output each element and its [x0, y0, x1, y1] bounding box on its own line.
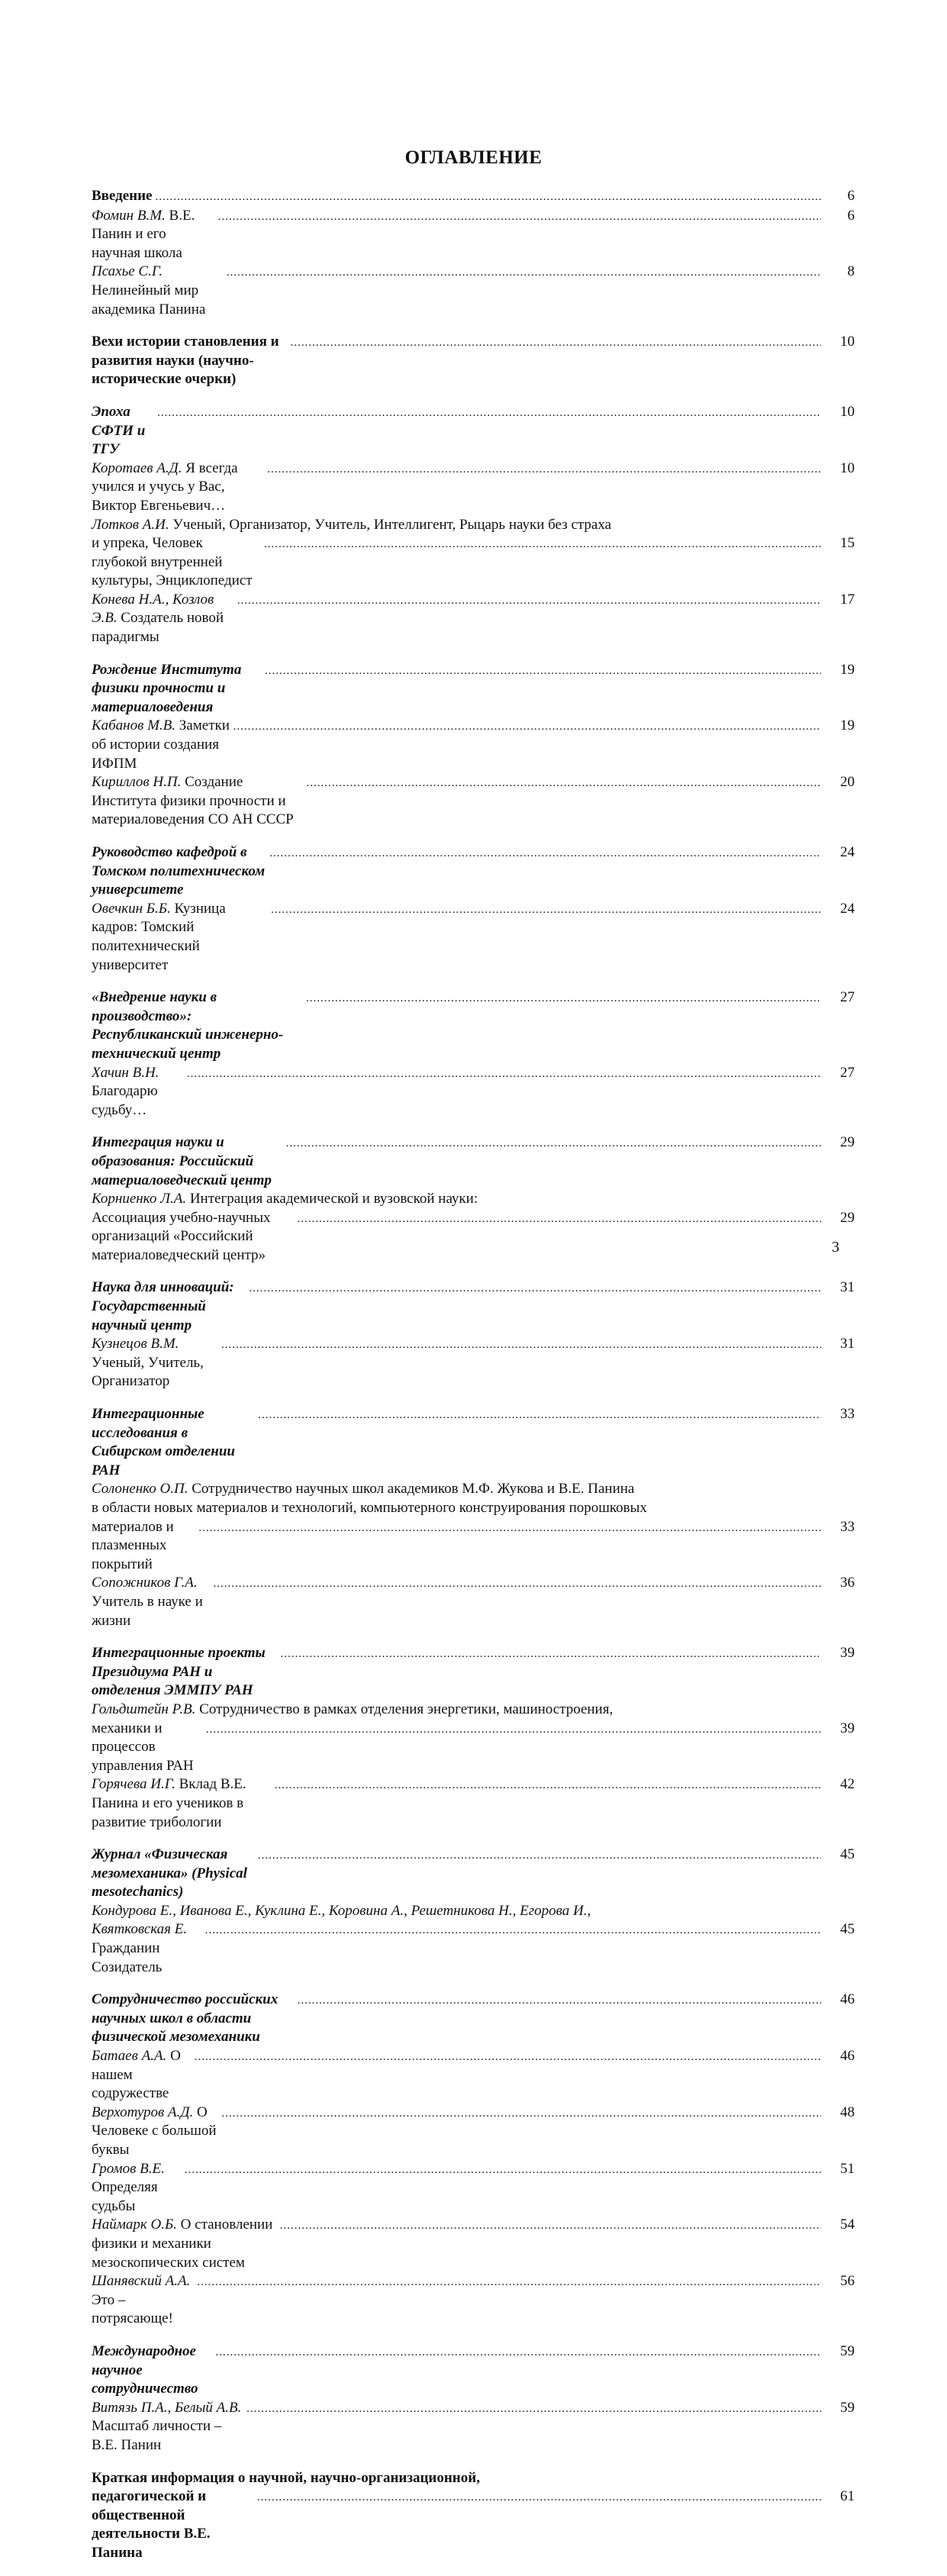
entry-author: Фомин В.М. [92, 207, 166, 224]
toc-page-number: 33 [840, 1406, 855, 1423]
toc-page-number: 10 [840, 459, 855, 476]
entry-title-cont: материалов и плазменных покрытий [92, 1518, 174, 1572]
dot-leader [298, 1210, 821, 1229]
toc-section [92, 1133, 855, 1265]
dot-leader [205, 1921, 821, 1940]
section-heading: Введение [92, 188, 153, 204]
entry-author: Шанявский А.А. [92, 2273, 191, 2290]
dot-leader [286, 1134, 821, 1153]
toc-page-number: 36 [840, 1575, 855, 1591]
toc-entry-row [92, 2487, 855, 2562]
entry-title: Заметки об истории создания ИФПМ [92, 717, 230, 772]
entry-title-cont: и упрека, Человек глубокой внутренней культуры, Энциклопедист [92, 535, 253, 589]
entry-title-cont: в области новых материалов и технологий, компьютерного конструирования порошковых [92, 1500, 647, 1516]
entry-author: Солоненко О.П. [92, 1481, 188, 1498]
entry-author: Овечкин Б.Б. [92, 900, 171, 917]
toc-entry-row [92, 773, 855, 830]
entry-title: Гражданин Созидатель [92, 1940, 163, 1975]
dot-leader [234, 717, 821, 737]
toc-page-number: 10 [840, 403, 855, 420]
dot-leader [206, 1720, 821, 1739]
toc-page-number: 29 [840, 1209, 855, 1226]
section-heading: Рождение Института физики прочности и материаловедения [92, 661, 242, 715]
toc-entry-row [92, 1518, 855, 1575]
toc-page-number: 45 [840, 1846, 855, 1863]
toc-section [92, 843, 855, 975]
toc-page-number: 31 [840, 1336, 855, 1352]
entry-author-cont: Квятковская Е. [92, 1921, 188, 1938]
entry-title: Создатель новой парадигмы [92, 610, 224, 646]
toc-section [92, 403, 855, 647]
dot-leader [198, 1519, 821, 1538]
toc-page-number: 45 [840, 1921, 855, 1938]
entry-author: Хачин В.Н. [92, 1064, 159, 1081]
entry-title: О становлении физики и механики мезоскопических систем [92, 2217, 273, 2271]
dot-leader [195, 2048, 821, 2067]
dot-leader [249, 1279, 821, 1298]
toc-section [92, 187, 855, 319]
toc-entry-row [92, 1064, 855, 1120]
entry-title: Я всегда учился и учусь у Вас, Виктор Евгеньевич… [92, 459, 238, 514]
toc-entry-row [92, 187, 855, 207]
toc-page-number: 59 [840, 2342, 855, 2359]
toc-entry-row [92, 717, 855, 773]
toc-entry-row [92, 207, 855, 263]
toc-entry-row [92, 1920, 855, 1977]
entry-author: Кондурова Е., Иванова Е., Куклина Е., Коровина А., Решетникова Н., Егорова И., [92, 1902, 591, 1919]
toc-entry-row [92, 1278, 855, 1335]
entry-title: Вклад В.Е. Панина и его учеников в развитие трибологии [92, 1776, 246, 1830]
entry-title: Интеграция академической и вузовской науки: [186, 1191, 478, 1207]
entry-title: В.Е. Панин и его научная школа [92, 207, 195, 261]
toc-entry-row [92, 2399, 855, 2455]
toc-page-number: 56 [840, 2273, 855, 2290]
entry-author: Громов В.Е. [92, 2160, 165, 2177]
entry-author: Кириллов Н.П. [92, 774, 182, 791]
entry-author: Корниенко Л.А. [92, 1191, 187, 1207]
entry-author: Сопожников Г.А. [92, 1575, 198, 1591]
toc-page-number: 10 [840, 334, 855, 350]
toc-entry-line [92, 2469, 855, 2488]
toc-page-number: 8 [847, 263, 855, 280]
toc-page-number: 33 [840, 1518, 855, 1535]
toc-section [92, 1405, 855, 1630]
toc-entry-row [92, 900, 855, 975]
entry-title: Создание Института физики прочности и материаловедения СО АН СССР [92, 774, 294, 828]
toc-section [92, 2469, 855, 2563]
toc-page-number: 19 [840, 717, 855, 734]
toc-page-number: 24 [840, 900, 855, 917]
dot-leader [271, 901, 821, 920]
toc-entry-row [92, 534, 855, 591]
toc-page-number: 54 [840, 2217, 855, 2233]
table-of-contents [92, 187, 855, 2576]
dot-leader [237, 592, 821, 611]
toc-entry-row [92, 2104, 855, 2160]
toc-entry-row [92, 333, 855, 389]
entry-title: О нашем содружестве [92, 2048, 181, 2102]
dot-leader [291, 334, 821, 353]
section-heading: Интеграция науки и образования: Российский материаловедческий центр [92, 1134, 272, 1188]
dot-leader [307, 774, 821, 793]
dot-leader [221, 1336, 821, 1355]
dot-leader [258, 1406, 821, 1425]
toc-entry-line [92, 1190, 855, 1209]
page-number: 3 [832, 1239, 839, 1256]
section-heading: Сотрудничество российских научных школ в области физической мезомеханики [92, 1991, 279, 2046]
dot-leader [280, 2217, 821, 2236]
toc-entry-row [92, 2342, 855, 2399]
dot-leader [156, 188, 822, 207]
entry-title: Сотрудничество научных школ академиков М.Ф. Жукова и В.Е. Панина [188, 1481, 635, 1498]
toc-page-number: 42 [840, 1776, 855, 1793]
dot-leader [185, 2161, 821, 2180]
toc-section [92, 1644, 855, 1832]
entry-author: Батаев А.А. [92, 2048, 167, 2065]
entry-title: Кузница кадров: Томский политехнический университет [92, 900, 226, 973]
dot-leader [214, 1575, 821, 1594]
toc-entry-row [92, 1133, 855, 1190]
dot-leader [280, 1645, 821, 1664]
entry-title-cont: механики и процессов управления РАН [92, 1720, 194, 1774]
entry-title: Определяя судьбы [92, 2179, 158, 2214]
toc-page-number: 19 [840, 661, 855, 678]
entry-author: Гольдштейн Р.В. [92, 1701, 196, 1717]
entry-title: Это – потрясающе! [92, 2291, 173, 2327]
dot-leader [215, 2343, 821, 2362]
section-heading: Краткая информация о научной, научно-организационной, [92, 2469, 480, 2486]
toc-entry-row [92, 1405, 855, 1480]
dot-leader [227, 263, 821, 282]
entry-author: Витязь П.А., Белый А.В. [92, 2399, 242, 2416]
dot-leader [298, 1991, 821, 2010]
toc-page-number: 48 [840, 2104, 855, 2120]
toc-entry-row [92, 263, 855, 319]
toc-entry-row [92, 843, 855, 900]
dot-leader [221, 2104, 821, 2123]
dot-leader [275, 1776, 821, 1795]
section-heading-cont: педагогической и общественной деятельности В.Е. Панина [92, 2488, 211, 2561]
entry-title: Нелинейный мир академика Панина [92, 282, 206, 318]
toc-section [92, 988, 855, 1120]
toc-entry-line [92, 1499, 855, 1518]
toc-page-number: 17 [840, 591, 855, 608]
dot-leader [187, 1065, 821, 1084]
entry-author: Псахье С.Г. [92, 263, 163, 280]
toc-page-number: 20 [840, 774, 855, 791]
dot-leader [157, 404, 821, 423]
entry-author: Коротаев А.Д. [92, 459, 182, 476]
toc-entry-row [92, 1846, 855, 1902]
page-title: ОГЛАВЛЕНИЕ [404, 147, 543, 168]
entry-author: Лотков А.И. [92, 516, 169, 533]
toc-page-number: 39 [840, 1720, 855, 1736]
entry-title: Масштаб личности – В.Е. Панин [92, 2418, 222, 2453]
dot-leader [265, 662, 821, 681]
dot-leader [197, 2273, 821, 2292]
toc-entry-row [92, 403, 855, 459]
dot-leader [267, 460, 821, 479]
dot-leader [258, 1846, 821, 1865]
toc-page-number: 39 [840, 1645, 855, 1662]
entry-title: Ученый, Организатор, Учитель, Интеллигент, Рыцарь науки без страха [169, 516, 612, 533]
toc-page-number: 59 [840, 2399, 855, 2416]
toc-entry-row [92, 2272, 855, 2329]
entry-author: Верхотуров А.Д. [92, 2104, 194, 2120]
toc-entry-row [92, 1209, 855, 1265]
entry-title: Благодарю судьбу… [92, 1083, 158, 1118]
toc-section [92, 661, 855, 830]
toc-page-number: 27 [840, 989, 855, 1006]
toc-entry-row [92, 591, 855, 647]
toc-section [92, 2342, 855, 2455]
toc-entry-row [92, 1335, 855, 1391]
entry-author: Кабанов М.В. [92, 717, 176, 734]
entry-title: Ученый, Учитель, Организатор [92, 1354, 204, 1390]
toc-entry-row [92, 2047, 855, 2104]
toc-section [92, 1991, 855, 2329]
toc-section [92, 1278, 855, 1391]
entry-title: Учитель в науке и жизни [92, 1593, 203, 1629]
section-heading: Эпоха СФТИ и ТГУ [92, 403, 146, 458]
section-heading: Вехи истории становления и развития науки (научно-исторические очерки) [92, 334, 279, 388]
section-heading: Интеграционные проекты Президиума РАН и отделения ЭММПУ РАН [92, 1645, 266, 1699]
toc-page-number: 46 [840, 2048, 855, 2065]
toc-page-number: 29 [840, 1134, 855, 1151]
entry-author: Кузнецов В.М. [92, 1336, 179, 1352]
toc-page-number: 24 [840, 844, 855, 860]
toc-entry-line [92, 1480, 855, 1499]
section-heading: Международное научное сотрудничество [92, 2342, 198, 2397]
toc-page-number: 31 [840, 1279, 855, 1296]
toc-section [92, 1846, 855, 1977]
section-heading: Руководство кафедрой в Томском политехническом университете [92, 844, 266, 898]
toc-entry-row [92, 1644, 855, 1701]
toc-section [92, 333, 855, 389]
toc-page-number: 46 [840, 1991, 855, 2008]
toc-page-number: 15 [840, 535, 855, 552]
section-heading: Интеграционные исследования в Сибирском отделении РАН [92, 1406, 235, 1478]
section-heading: Наука для инноваций: Государственный научный центр [92, 1279, 234, 1333]
toc-entry-line [92, 1701, 855, 1720]
dot-leader [257, 2488, 821, 2507]
toc-page-number: 6 [847, 188, 855, 204]
dot-leader [264, 535, 821, 554]
entry-title-cont: Ассоциация учебно-научных организаций «Российский материаловедческий центр» [92, 1209, 271, 1263]
toc-entry-row [92, 2216, 855, 2272]
section-heading: Журнал «Физическая мезомеханика» (Physical mesotechanics) [92, 1846, 247, 1901]
entry-author: Горячева И.Г. [92, 1776, 176, 1793]
toc-entry-row [92, 1991, 855, 2047]
toc-entry-row [92, 1775, 855, 1832]
entry-title: О Человеке с большой буквы [92, 2104, 217, 2158]
toc-entry-row [92, 988, 855, 1063]
toc-entry-row [92, 459, 855, 516]
entry-title: Сотрудничество в рамках отделения энергетики, машиностроения, [195, 1701, 614, 1717]
toc-entry-line [92, 516, 855, 535]
toc-entry-row [92, 1720, 855, 1776]
dot-leader [269, 844, 821, 863]
toc-page-number: 51 [840, 2160, 855, 2177]
section-heading: «Внедрение науки в производство»: Республиканский инженерно-технический центр [92, 989, 284, 1062]
toc-entry-row [92, 1574, 855, 1630]
entry-author: Конева Н.А., Козлов Э.В. [92, 591, 214, 627]
dot-leader [306, 989, 821, 1008]
toc-entry-line [92, 1902, 855, 1921]
dot-leader [246, 2400, 821, 2419]
dot-leader [218, 208, 821, 227]
toc-page-number: 27 [840, 1064, 855, 1081]
toc-entry-row [92, 661, 855, 717]
toc-page-number: 6 [847, 207, 855, 224]
entry-author: Наймарк О.Б. [92, 2217, 177, 2233]
toc-entry-row [92, 2160, 855, 2217]
toc-page-number: 61 [840, 2488, 855, 2505]
